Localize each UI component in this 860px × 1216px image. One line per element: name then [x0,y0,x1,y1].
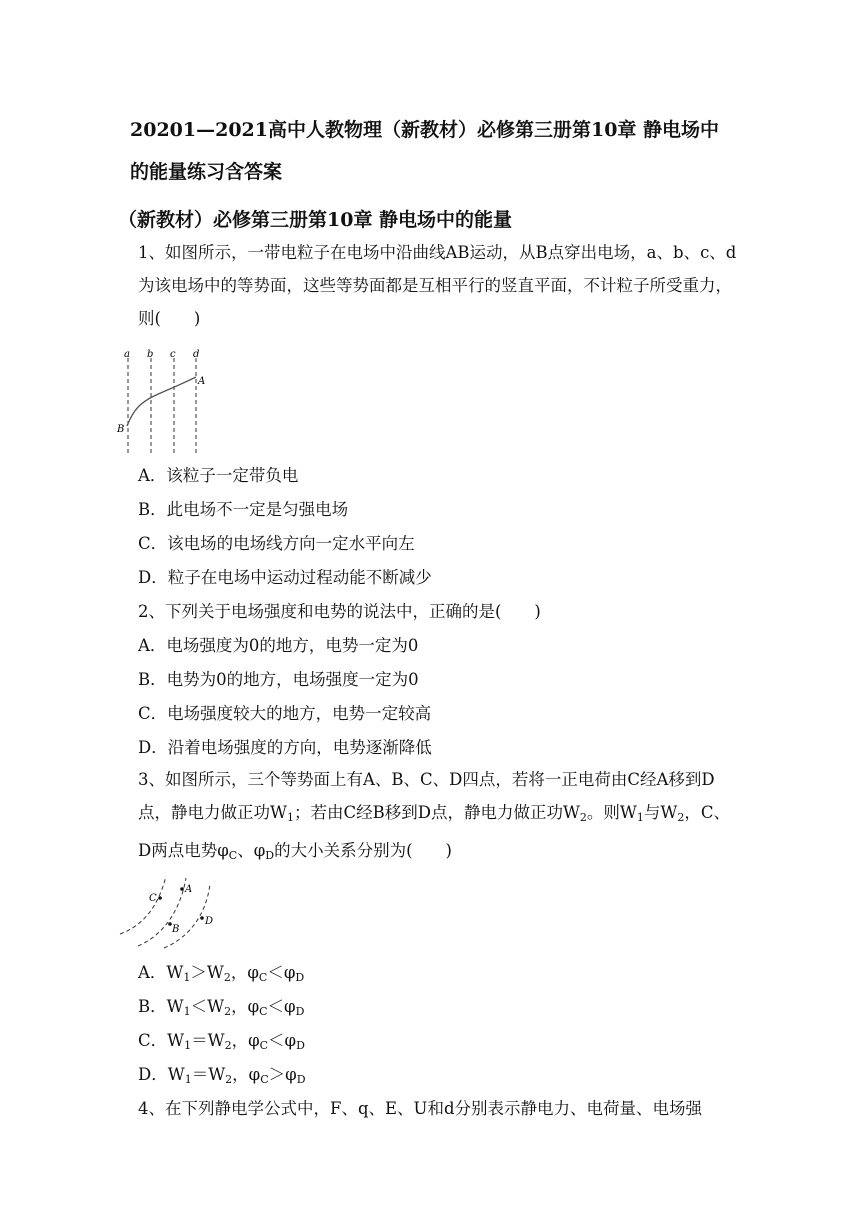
section-subtitle: （新教材）必修第三册第10章 静电场中的能量 [118,209,513,231]
figure-label-b: b [147,349,154,360]
question-2-option-b: B．电势为0的地方，电场强度一定为0 [138,670,419,689]
question-1-option-b: B．此电场不一定是匀强电场 [138,500,349,519]
question-3-option-b: B．$W_1<W_2$，$\varphi_C<\varphi_D$ [138,997,305,1018]
figure-label-c: c [170,349,176,360]
question-2-option-c: C．电场强度较大的地方，电势一定较高 [138,704,432,723]
figure-label-point-B: B [172,924,180,935]
question-1-option-d: D．粒子在电场中运动过程动能不断减少 [138,568,432,587]
point-D-dot [200,916,204,920]
question-2-option-a: A．电场强度为0的地方，电势一定为0 [138,636,419,655]
figure-label-d: d [193,349,200,360]
document-title-line2: 的能量练习含答案 [130,161,283,183]
particle-trajectory-curve [127,377,196,426]
question-3-figure [116,874,226,950]
question-4-stem: 4、在下列静电学公式中，F、q、E、U和d分别表示静电力、电荷量、电场强 [138,1099,703,1118]
question-3-option-d: D．$W_1=W_2$，$\varphi_C>\varphi_D$ [138,1065,306,1086]
question-1-figure [112,346,212,458]
question-1-stem: 1、如图所示，一带电粒子在电场中沿曲线AB运动，从B点穿出电场，a、b、c、d为该电场中的等势面，这些等势面都是互相平行的竖直平面，不计粒子所受重力，则( ) [138,243,737,328]
question-1-option-a: A．该粒子一定带负电 [138,466,299,485]
question-3-option-c: C．$W_1=W_2$，$\varphi_C<\varphi_D$ [138,1031,305,1052]
figure-label-point-A: A [185,884,193,895]
figure-label-point-A: A [198,376,206,387]
question-1-option-c: C．该电场的电场线方向一定水平向左 [138,534,415,553]
figure-label-point-C: C [149,893,157,904]
question-2-option-d: D．沿着电场强度的方向，电势逐渐降低 [138,738,432,757]
document-title-line1: 20201—2021高中人教物理（新教材）必修第三册第10章 静电场中 [130,119,720,141]
question-2-stem: 2、下列关于电场强度和电势的说法中，正确的是( ) [138,602,541,621]
figure-label-point-B: B [117,424,125,435]
point-A-dot [180,887,184,891]
figure-label-a: a [124,349,130,360]
equipotential-curve-1 [120,876,166,934]
question-3-option-a: A．$W_1>W_2$，$\varphi_C<\varphi_D$ [138,963,305,984]
point-C-dot [158,896,162,900]
question-3-stem: 3、如图所示，三个等势面上有A、B、C、D四点，若将一正电荷由C经A移到D点，静电力做正功$W_1$；若由C经B移到D点，静电力做正功$W_2$。则$W_1$与$W_2$，C、D两点电势$\varphi_C$、$\varphi_D$的大小关系分别为( ) [138,770,730,862]
figure-label-point-D: D [205,916,214,927]
